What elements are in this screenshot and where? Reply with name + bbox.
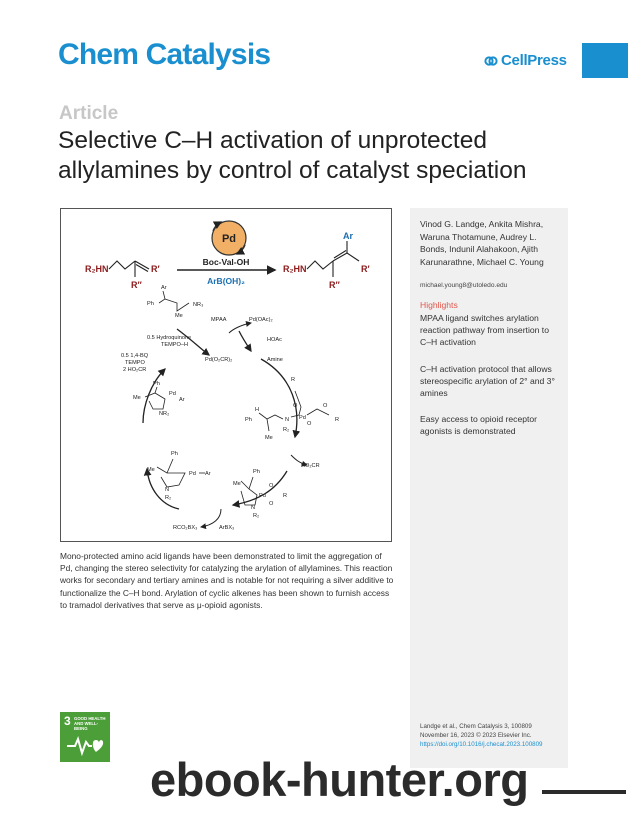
- svg-text:O: O: [323, 403, 328, 409]
- citation-block: [420, 722, 562, 749]
- svg-text:Ph: Ph: [171, 451, 178, 457]
- svg-text:Ar: Ar: [179, 397, 185, 403]
- article-type-label: Article: [59, 103, 119, 124]
- svg-text:Ph: Ph: [253, 469, 260, 475]
- graphical-abstract: [60, 208, 392, 542]
- svg-text:Me: Me: [265, 435, 273, 441]
- product: [283, 231, 370, 290]
- pd-oac-label: Pd(OAc)₂: [249, 317, 273, 323]
- svg-text:O: O: [269, 501, 274, 507]
- pr-amine-label: R₂HN: [283, 264, 307, 274]
- catalyst-label: Pd: [221, 233, 237, 245]
- mpaa-label: MPAA: [211, 317, 227, 323]
- svg-text:Ph: Ph: [153, 381, 160, 387]
- svg-text:O: O: [293, 403, 298, 409]
- cellpress-logo-icon: [484, 54, 498, 68]
- svg-text:Pd: Pd: [259, 493, 266, 499]
- svg-text:N: N: [285, 417, 290, 423]
- info-sidebar: [410, 208, 568, 768]
- svg-text:Me: Me: [147, 467, 155, 473]
- highlight-item: C–H activation protocol that allows stereospecific arylation of 2° and 3° amines: [420, 364, 555, 399]
- svg-text:Ar: Ar: [205, 471, 211, 477]
- watermark: [150, 752, 628, 806]
- pr-r1-label: R′: [361, 264, 370, 274]
- catalytic-cycle: [121, 285, 339, 531]
- svg-text:O: O: [269, 483, 274, 489]
- svg-text:R₂: R₂: [165, 495, 172, 501]
- svg-text:O: O: [307, 421, 312, 427]
- highlight-item: MPAA ligand switches arylation reaction pathway from insertion to C–H activation: [420, 313, 549, 348]
- svg-text:N: N: [165, 487, 170, 493]
- ligand-label: Boc-Val-OH: [202, 257, 250, 267]
- heartbeat-icon: [66, 734, 104, 756]
- pr-ar-label: Ar: [343, 231, 354, 241]
- ho2cr-label: HO₂CR: [301, 463, 320, 469]
- ho2cr2-label: 2 HO₂CR: [123, 367, 147, 373]
- reagent-label: ArB(OH)₂: [207, 276, 245, 286]
- doi-link[interactable]: https://doi.org/10.1016/j.checat.2023.100809: [420, 741, 543, 748]
- watermark-text: ebook-hunter.org: [150, 753, 529, 806]
- svg-text:Ph: Ph: [147, 301, 154, 307]
- tempo-h-label: TEMPO–H: [161, 342, 189, 348]
- svg-text:Ph: Ph: [245, 417, 252, 423]
- citation-journal: Landge et al., Chem Catalysis 3, 100809: [420, 723, 532, 730]
- arbx-label: ArBX₃: [219, 525, 235, 531]
- sdg-number: 3: [64, 714, 71, 728]
- sm-r1-label: R′: [151, 264, 160, 274]
- svg-text:R: R: [335, 417, 340, 423]
- article-title: Selective C–H activation of unprotected allylamines by control of catalyst speciation: [58, 127, 527, 184]
- watermark-underline: [542, 790, 626, 794]
- pr-r2-label: R″: [329, 280, 340, 290]
- pd-o2cr-label: Pd(O₂CR)₂: [205, 357, 233, 363]
- tempo-label: TEMPO: [125, 360, 145, 366]
- svg-text:R: R: [291, 377, 296, 383]
- svg-text:Pd: Pd: [169, 391, 176, 397]
- sm-r2-label: R″: [131, 280, 142, 290]
- svg-text:H: H: [255, 407, 260, 413]
- sdg-label: GOOD HEALTH AND WELL-BEING: [74, 716, 106, 731]
- svg-text:NR₃: NR₃: [193, 302, 204, 308]
- abstract-text: Mono-protected amino acid ligands have been demonstrated to limit the aggregation of Pd, changing the stereo selectivity for catalyzing the arylation of allylamines. This reaction works for secondary and tertiary amines and is notable for not requiring a silver additive to functionalize the C–H bond. Arylation of cyclic alkenes has been shown to furnish access to tramadol derivatives that serve as μ-opioid agonists.: [60, 551, 394, 610]
- sdg-badge[interactable]: [60, 712, 110, 762]
- starting-material: [85, 261, 160, 290]
- highlights-heading: Highlights: [420, 300, 458, 310]
- hydroquinone-label: 0.5 Hydroquinone: [147, 335, 192, 341]
- pd-catalyst-symbol: [212, 221, 246, 255]
- svg-text:Pd: Pd: [189, 471, 196, 477]
- rco2bx-label: RCO₂BX₃: [173, 525, 198, 531]
- svg-text:R₂: R₂: [253, 513, 260, 519]
- correspondence-email[interactable]: michael.young8@utoledo.edu: [420, 282, 508, 289]
- svg-text:R: R: [283, 493, 288, 499]
- citation-date: November 16, 2023 © 2023 Elsevier Inc.: [420, 732, 532, 739]
- highlight-item: Easy access to opioid receptor agonists is demonstrated: [420, 414, 538, 437]
- svg-text:Me: Me: [175, 313, 183, 319]
- sm-amine-label: R₂HN: [85, 264, 109, 274]
- svg-text:R₂: R₂: [283, 427, 290, 433]
- amine-label: Amine: [267, 357, 283, 363]
- author-list[interactable]: Vinod G. Landge, Ankita Mishra, Waruna Thotamune, Audrey L. Bonds, Indunil Alahakoon, Ajith Karunarathne, Michael C. Young: [420, 219, 544, 267]
- corner-accent-block: [582, 43, 628, 78]
- bq-label: 0.5 1,4-BQ: [121, 353, 149, 359]
- journal-title: Chem Catalysis: [58, 38, 271, 71]
- svg-text:Me: Me: [133, 395, 141, 401]
- svg-text:N: N: [251, 505, 256, 511]
- svg-text:Pd: Pd: [299, 415, 306, 421]
- publisher-name: CellPress: [501, 52, 567, 69]
- publisher-logo[interactable]: [484, 52, 567, 69]
- hoac-label: HOAc: [267, 337, 282, 343]
- svg-text:Ar: Ar: [161, 285, 167, 291]
- svg-text:NR₂: NR₂: [159, 411, 170, 417]
- svg-text:Me: Me: [233, 481, 241, 487]
